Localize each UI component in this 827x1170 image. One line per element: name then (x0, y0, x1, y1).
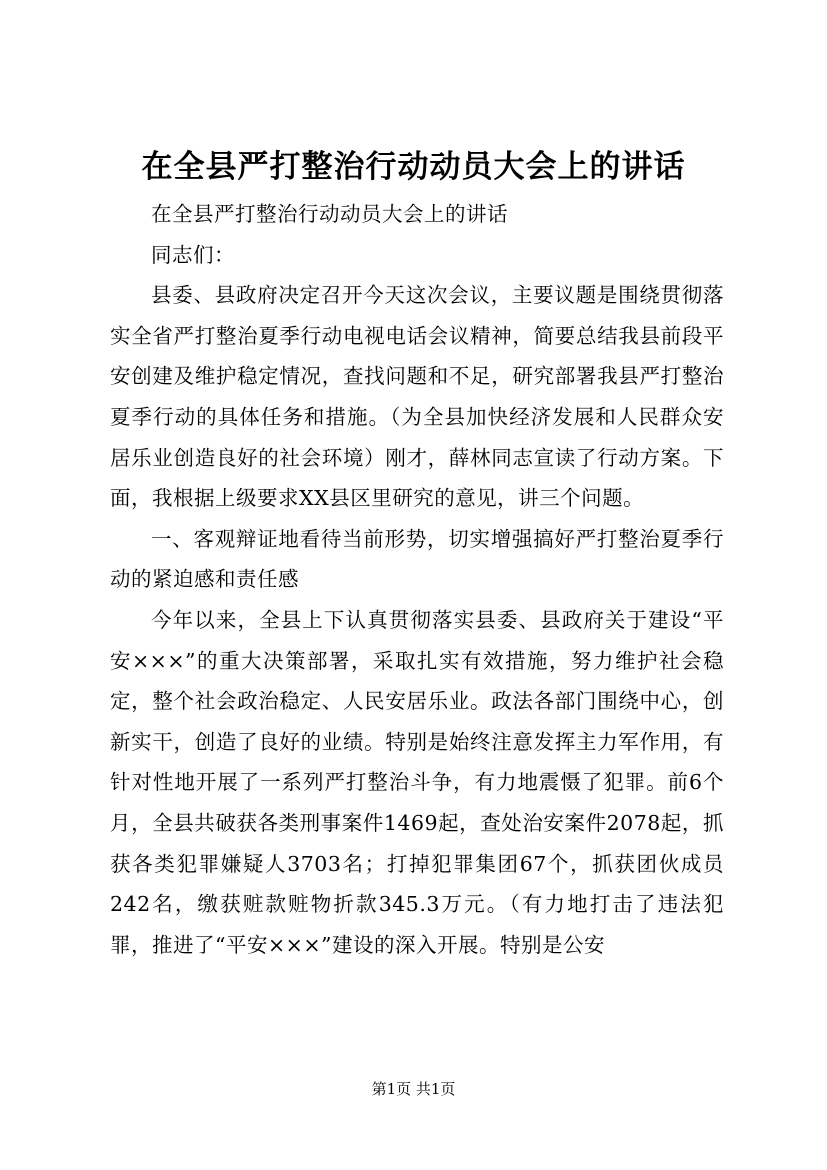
page-footer: 第1页 共1页 (371, 1080, 456, 1098)
intro-paragraph: 县委、县政府决定召开今天这次会议，主要议题是围绕贯彻落实全省严打整治夏季行动电视电话会议精神，简要总结我县前段平安创建及维护稳定情况，查找问题和不足，研究部署我县严打整治夏季行动的具体任务和措施。（为全县加快经济发展和人民群众安居乐业创造良好的社会环境）刚才，薛林同志宣读了行动方案。下面，我根据上级要求XX县区里研究的意见，讲三个问题。 (110, 283, 724, 511)
salutation-paragraph: 同志们： (151, 242, 235, 267)
subtitle-paragraph: 在全县严打整治行动动员大会上的讲话 (151, 202, 508, 226)
document-title: 在全县严打整治行动动员大会上的讲话 (141, 149, 686, 185)
section-heading-1: 一、客观辩证地看待当前形势，切实增强搞好严打整治夏季行动的紧迫感和责任感 (110, 526, 724, 592)
document-body (110, 194, 724, 965)
body-paragraph: 今年以来，全县上下认真贯彻落实县委、县政府关于建设“平安×××”的重大决策部署，采取扎实有效措施，努力维护社会稳定，整个社会政治稳定、人民安居乐业。政法各部门围绕中心，创新实干，创造了良好的业绩。特别是始终注意发挥主力军作用，有针对性地开展了一系列严打整治斗争，有力地震慑了犯罪。前6个月，全县共破获各类刑事案件1469起，查处治安案件2078起，抓获各类犯罪嫌疑人3703名；打掉犯罪集团67个，抓获团伙成员242名，缴获赃款赃物折款345.3万元。（有力地打击了违法犯罪，推进了“平安×××”建设的深入开展。特别是公安 (110, 607, 724, 957)
